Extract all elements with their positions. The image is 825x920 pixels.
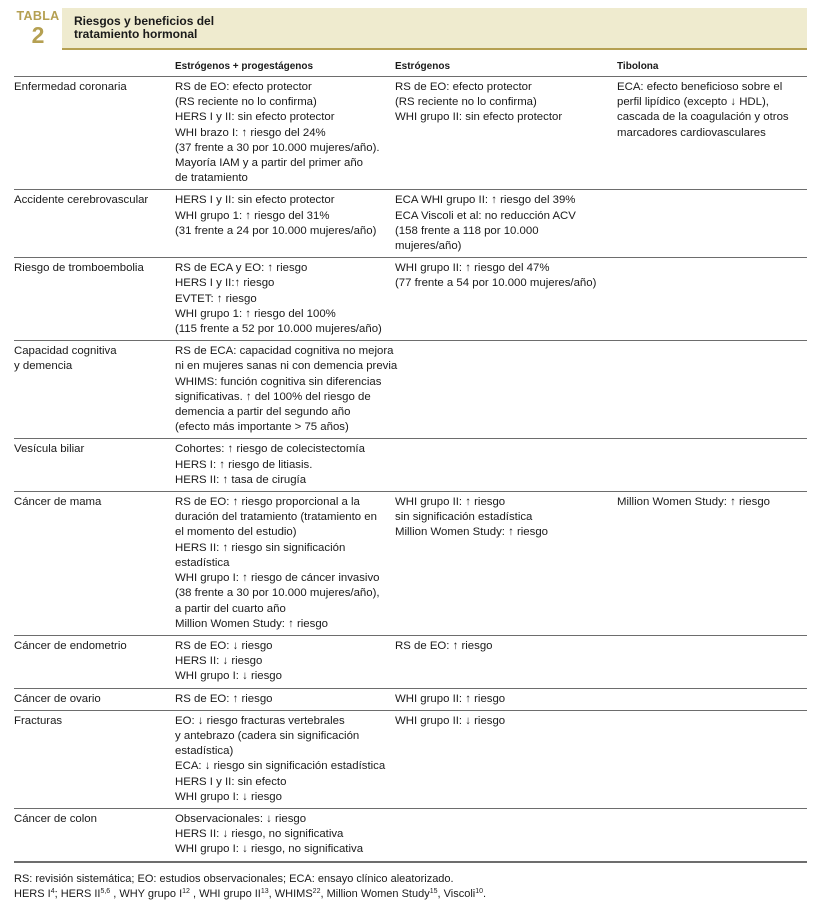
cell-line: ECA: efecto beneficioso sobre el [617,81,783,93]
estrogen-cell [395,439,617,492]
estrogen-progestagen-cell [175,688,395,710]
footnote-ref-name: WHIMS [274,887,313,900]
tibolone-cell [617,439,807,492]
cell-line: Accidente cerebrovascular [14,194,149,207]
cell-line: WHI grupo I: ↓ riesgo, no significativa [175,843,364,856]
tibolone-cell [617,635,807,688]
table-row [14,341,807,439]
footnote-ref-separator: ; [54,887,61,900]
footnote-ref-separator: , [268,887,275,900]
cell-line: WHI grupo 1: ↑ riesgo del 31% [175,209,330,222]
table-label [16,10,60,47]
cell-line: Cáncer de mama [14,496,102,509]
tibolone-cell [617,258,807,341]
cell-line: significativas. ↑ del 100% del riesgo de [175,390,371,403]
table-title-line-2: tratamiento hormonal [74,27,198,41]
table-row [14,492,807,636]
table-row [14,77,807,190]
cell-line: (37 frente a 30 por 10.000 mujeres/año). [175,141,380,154]
tibolone-cell [617,492,807,636]
table-number: 2 [31,22,45,48]
tibolone-cell [617,808,807,861]
estrogen-cell [395,258,617,341]
cell-line: WHI grupo II: ↑ riesgo [395,692,506,705]
cell-line: WHI grupo 1: ↑ riesgo del 100% [175,307,336,320]
cell-line: (115 frente a 52 por 10.000 mujeres/año) [175,323,382,336]
cell-line: WHI grupo II: ↓ riesgo [395,714,506,727]
footnote-ref-name: WHI grupo II [199,887,261,900]
table-footnotes [14,872,807,902]
estrogen-cell [395,190,617,258]
estrogen-progestagen-cell [175,635,395,688]
condition-cell [14,710,175,808]
table-row [14,808,807,861]
tibolone-cell [617,341,807,439]
cell-line: marcadores cardiovasculares [617,126,766,139]
risk-benefit-table [14,58,807,863]
column-header-condition [14,58,175,77]
estrogen-cell [395,341,617,439]
estrogen-cell [395,635,617,688]
footnote-ref-name: WHY grupo I [119,887,183,900]
cell-line: HERS I y II:↑ riesgo [175,277,275,290]
estrogen-cell [395,688,617,710]
cell-line: duración del tratamiento (tratamiento en [175,511,377,524]
cell-line: HERS I y II: sin efecto [175,775,287,788]
cell-line: y demencia [14,360,73,373]
cell-line: Observacionales: ↓ riesgo [175,812,307,825]
cell-line: RS de EO: ↑ riesgo [395,639,493,652]
footnote-ref-number: 4 [50,887,55,895]
cell-line: (31 frente a 24 por 10.000 mujeres/año) [175,224,377,237]
cell-line: Cohortes: ↑ riesgo de colecistectomía [175,443,365,456]
cell-line: WHIMS: función cognitiva sin diferencias [175,375,382,388]
cell-line: a partir del cuarto año [175,602,286,615]
table-header [14,8,807,52]
estrogen-progestagen-cell [175,492,395,636]
footnote-ref-separator: , [189,887,200,900]
condition-cell [14,77,175,190]
table-figure [14,8,807,902]
column-header-estrogen-progestagen: Estrógenos + progestágenos [175,58,395,77]
footnote-ref-name: HERS I [14,887,51,900]
cell-line: EO: ↓ riesgo fracturas vertebrales [175,714,345,727]
table-title-box [62,8,807,50]
condition-cell [14,341,175,439]
footnote-ref-separator: , [110,887,120,900]
cell-line: Fracturas [14,714,63,727]
cell-line: (77 frente a 54 por 10.000 mujeres/año) [395,277,597,290]
cell-line: ECA WHI grupo II: ↑ riesgo del 39% [395,194,576,207]
footnote-ref-number: 5,6 [100,887,111,895]
cell-line: RS de EO: ↑ riesgo [175,692,273,705]
condition-cell [14,190,175,258]
footnote-ref-number: 10 [475,887,484,895]
cell-line: (158 frente a 118 por 10.000 [395,224,539,237]
table-row [14,635,807,688]
cell-line: el momento del estudio) [175,526,297,539]
cell-line: y antebrazo (cadera sin significación [175,729,360,742]
estrogen-progestagen-cell [175,190,395,258]
cell-line: Riesgo de tromboembolia [14,262,144,275]
cell-line: WHI grupo I: ↑ riesgo de cáncer invasivo [175,572,380,585]
cell-line: ni en mujeres sanas ni con demencia previa [175,360,398,373]
cell-line: Million Women Study: ↑ riesgo [175,617,328,630]
cell-line: RS de ECA y EO: ↑ riesgo [175,262,308,275]
footnote-ref-name: Million Women Study [326,887,430,900]
cell-line: HERS II: ↓ riesgo, no significativa [175,828,344,841]
cell-line: HERS I y II: sin efecto protector [175,111,335,124]
cell-line: EVTET: ↑ riesgo [175,292,257,305]
cell-line: HERS I y II: sin efecto protector [175,194,335,207]
footnote-ref-number: 12 [182,887,190,895]
table-row [14,439,807,492]
cell-line: (efecto más importante > 75 años) [175,421,349,434]
cell-line: demencia a partir del segundo año [175,406,351,419]
cell-line: Capacidad cognitiva [14,345,117,358]
condition-cell [14,808,175,861]
estrogen-progestagen-cell [175,439,395,492]
footnote-ref-number: 15 [429,887,438,895]
cell-line: sin significación estadística [395,511,533,524]
cell-line: RS de EO: ↓ riesgo [175,639,273,652]
estrogen-progestagen-cell [175,77,395,190]
cell-line: WHI grupo II: ↑ riesgo [395,496,506,509]
footnote-references [14,887,807,902]
estrogen-cell [395,808,617,861]
table-label-word: TABLA [16,9,60,23]
estrogen-progestagen-cell [175,808,395,861]
estrogen-progestagen-cell [175,710,395,808]
cell-line: RS de ECA: capacidad cognitiva no mejora [175,345,394,358]
cell-line: cascada de la coagulación y otros [617,111,789,124]
table-body [14,77,807,862]
condition-cell [14,688,175,710]
cell-line: HERS II: ↓ riesgo [175,655,263,668]
cell-line: (38 frente a 30 por 10.000 mujeres/año), [175,587,380,600]
cell-line: de tratamiento [175,172,248,185]
cell-line: WHI grupo I: ↓ riesgo [175,790,282,803]
cell-line: Cáncer de colon [14,812,97,825]
footnote-ref-separator: , [320,887,327,900]
footnote-ref-number: 13 [260,887,269,895]
cell-line: ECA: ↓ riesgo sin significación estadística [175,760,386,773]
footnote-ref-separator: . [483,887,487,900]
tibolone-cell [617,710,807,808]
estrogen-cell [395,77,617,190]
footnote-ref-separator: , [437,887,444,900]
condition-cell [14,635,175,688]
cell-line: WHI brazo I: ↑ riesgo del 24% [175,126,326,139]
condition-cell [14,258,175,341]
table-row [14,190,807,258]
cell-line: ECA Viscoli et al: no reducción ACV [395,209,576,222]
cell-line: HERS I: ↑ riesgo de litiasis. [175,458,313,471]
cell-line: estadística) [175,745,234,758]
column-header-tibolone: Tibolona [617,58,807,77]
estrogen-cell [395,492,617,636]
cell-line: Cáncer de ovario [14,692,101,705]
cell-line: WHI grupo I: ↓ riesgo [175,670,282,683]
cell-line: Vesícula biliar [14,443,85,456]
table-row [14,710,807,808]
table-row [14,258,807,341]
cell-line: (RS reciente no lo confirma) [395,96,537,109]
footnote-ref-name: HERS II [60,887,101,900]
cell-line: mujeres/año) [395,240,462,253]
cell-line: HERS II: ↑ riesgo sin significación [175,541,346,554]
cell-line: RS de EO: efecto protector [395,81,532,93]
footnote-ref-name: Viscoli [443,887,476,900]
cell-line: Million Women Study: ↑ riesgo [617,496,770,509]
table-title-line-1: Riesgos y beneficios del [74,14,215,28]
tibolone-cell [617,77,807,190]
cell-line: HERS II: ↑ tasa de cirugía [175,473,307,486]
cell-line: Enfermedad coronaria [14,81,127,93]
column-header-estrogen: Estrógenos [395,58,617,77]
cell-line: Cáncer de endometrio [14,639,127,652]
cell-line: (RS reciente no lo confirma) [175,96,317,109]
tibolone-cell [617,688,807,710]
estrogen-cell [395,710,617,808]
condition-cell [14,439,175,492]
cell-line: WHI grupo II: sin efecto protector [395,111,563,124]
footnote-ref-number: 22 [312,887,321,895]
estrogen-progestagen-cell [175,341,398,439]
cell-line: RS de EO: efecto protector [175,81,312,93]
estrogen-progestagen-cell [175,258,395,341]
cell-line: perfil lipídico (excepto ↓ HDL), [617,96,769,109]
table-row [14,688,807,710]
condition-cell [14,492,175,636]
column-header-row [14,58,807,77]
tibolone-cell [617,190,807,258]
cell-line: RS de EO: ↑ riesgo proporcional a la [175,496,360,509]
cell-line: estadística [175,556,230,569]
cell-line: Million Women Study: ↑ riesgo [395,526,548,539]
cell-line: Mayoría IAM y a partir del primer año [175,157,364,170]
footnote-abbreviations: RS: revisión sistemática; EO: estudios observacionales; ECA: ensayo clínico aleatorizado. [14,872,454,885]
cell-line: WHI grupo II: ↑ riesgo del 47% [395,262,550,275]
